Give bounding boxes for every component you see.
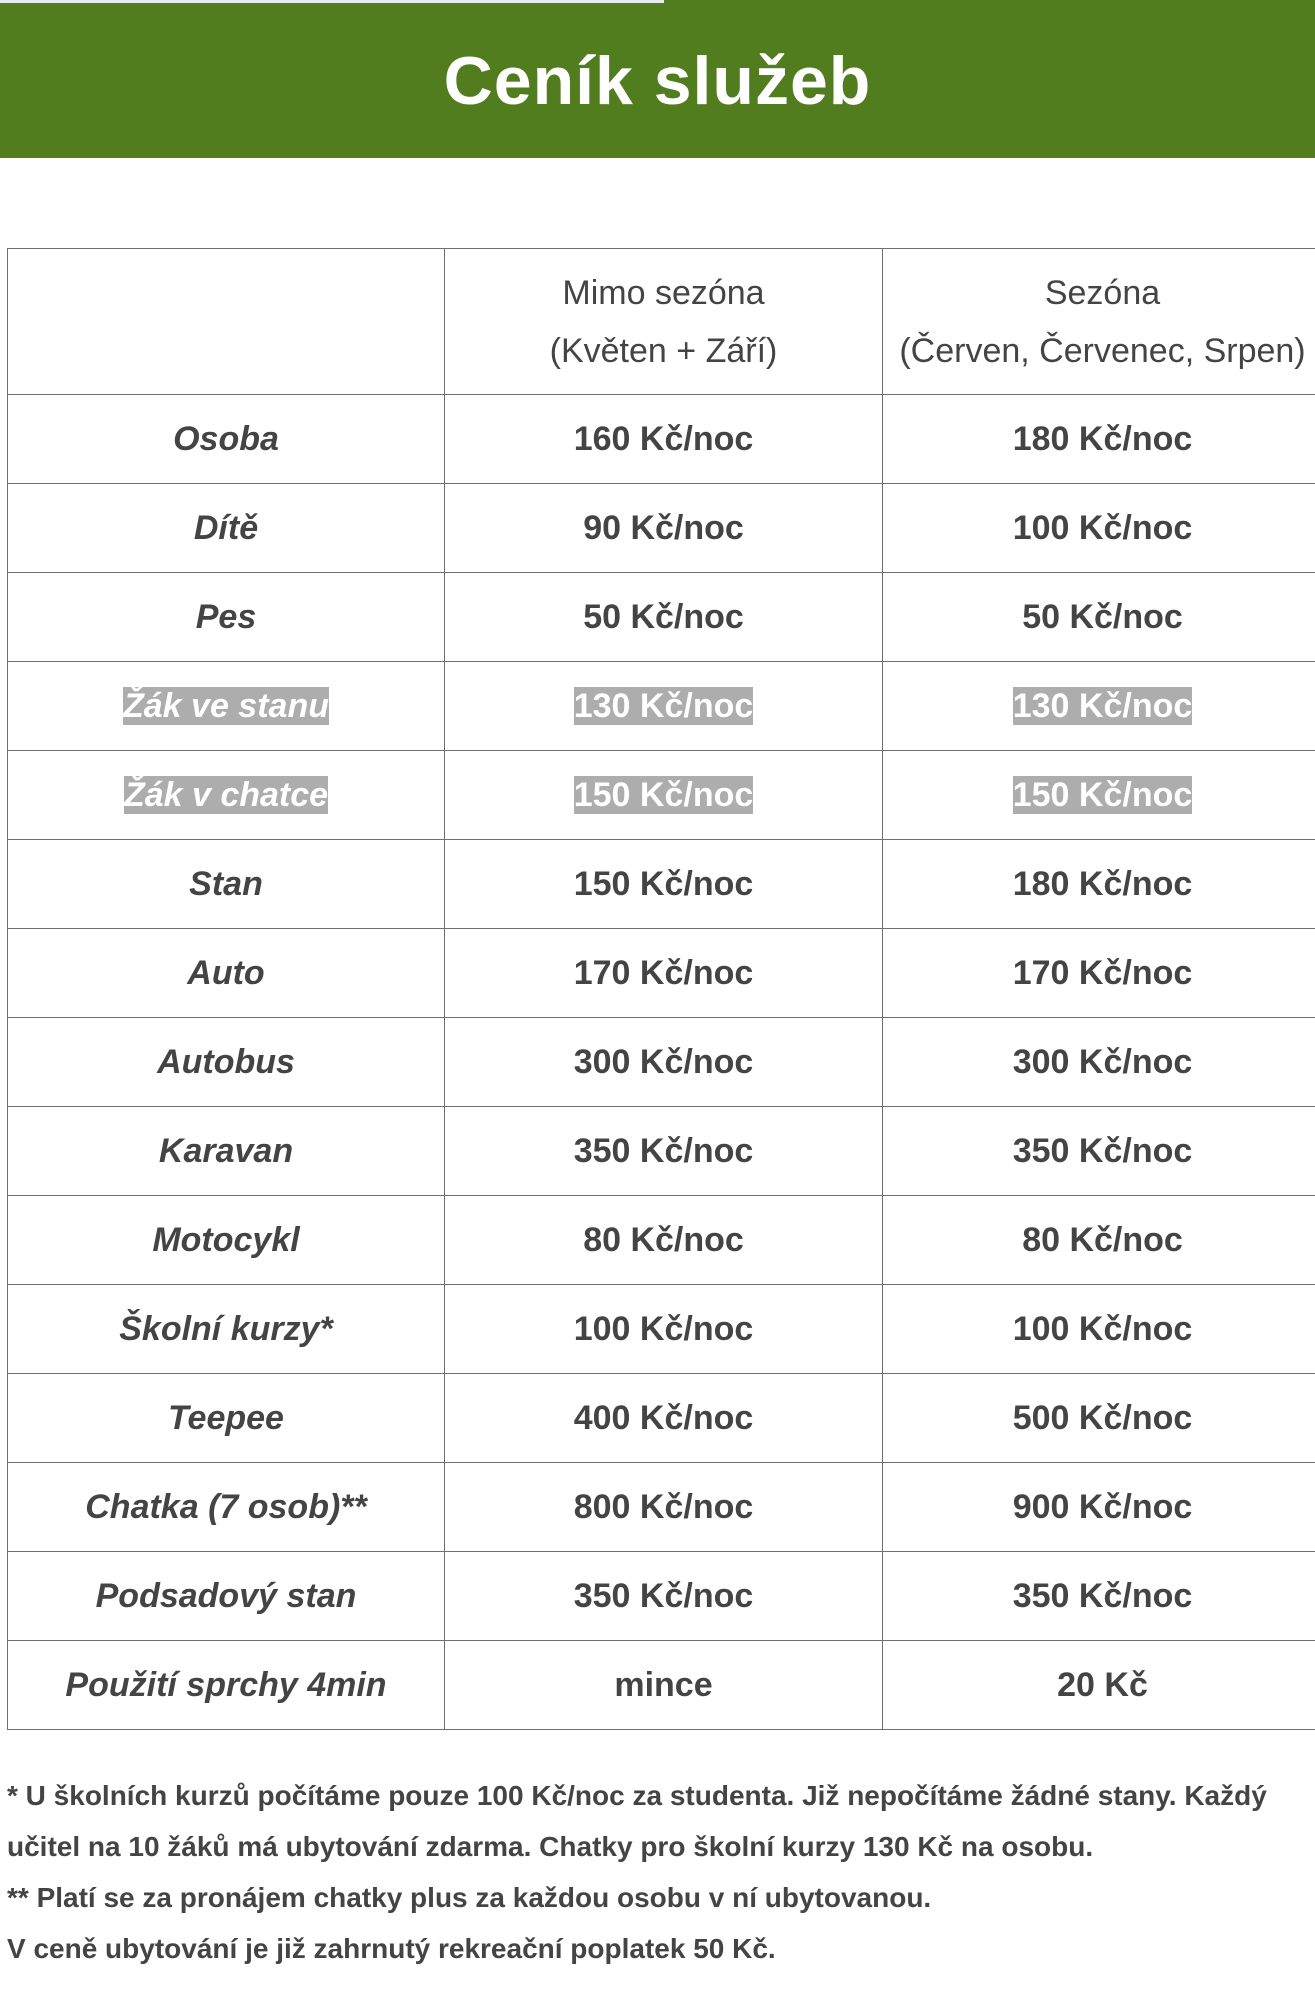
season-price-cell [883, 395, 1315, 484]
season-price-cell [883, 1107, 1315, 1196]
off-season-price-text: 350 Kč/noc [573, 1576, 754, 1615]
row-label-cell [8, 1463, 445, 1552]
row-label-cell [8, 1641, 445, 1730]
season-price-text: 300 Kč/noc [1012, 1042, 1193, 1081]
row-label-text: Použití sprchy 4min [65, 1665, 387, 1704]
row-label-cell [8, 395, 445, 484]
header-cell-empty [8, 249, 445, 395]
row-label-cell [8, 573, 445, 662]
season-price-text: 350 Kč/noc [1012, 1576, 1193, 1615]
off-season-price-text: 160 Kč/noc [573, 419, 754, 458]
off-season-price-cell [445, 1374, 883, 1463]
row-label-cell [8, 1107, 445, 1196]
off-season-price-text: 350 Kč/noc [573, 1131, 754, 1170]
table-row [8, 751, 1315, 840]
off-season-price-cell [445, 840, 883, 929]
row-label-text: Pes [195, 597, 257, 636]
off-season-price-text: 150 Kč/noc [573, 775, 754, 814]
off-season-price-text: 100 Kč/noc [573, 1309, 754, 1348]
header-season-title: Sezóna [1044, 273, 1161, 312]
footnotes [7, 1770, 1307, 1974]
row-label-cell [8, 662, 445, 751]
table-row [8, 840, 1315, 929]
season-price-text: 500 Kč/noc [1012, 1398, 1193, 1437]
table-row [8, 1552, 1315, 1641]
season-price-cell [883, 1285, 1315, 1374]
footnote-cabin: ** Platí se za pronájem chatky plus za každou osobu v ní ubytovanou. [7, 1882, 932, 1913]
off-season-price-text: 80 Kč/noc [583, 1220, 744, 1259]
season-price-cell [883, 573, 1315, 662]
season-price-text: 180 Kč/noc [1012, 864, 1193, 903]
row-label-text: Stan [189, 864, 263, 903]
off-season-price-text: 90 Kč/noc [583, 508, 744, 547]
row-label-text: Podsadový stan [95, 1576, 357, 1615]
row-label-text: Autobus [157, 1042, 295, 1081]
header-cell-off-season [445, 249, 883, 395]
row-label-text: Teepee [168, 1398, 284, 1437]
header-season-months: (Červen, Červenec, Srpen) [899, 331, 1306, 370]
season-price-text: 180 Kč/noc [1012, 419, 1193, 458]
off-season-price-cell [445, 484, 883, 573]
table-row [8, 929, 1315, 1018]
season-price-text: 80 Kč/noc [1022, 1220, 1183, 1259]
row-label-text: Školní kurzy* [119, 1309, 333, 1348]
season-price-cell [883, 1463, 1315, 1552]
off-season-price-cell [445, 751, 883, 840]
header-off-season-months: (Květen + Září) [549, 331, 778, 370]
season-price-text: 900 Kč/noc [1012, 1487, 1193, 1526]
row-label-text: Chatka (7 osob)** [85, 1487, 367, 1526]
price-table-wrap [7, 248, 1315, 1730]
season-price-text: 100 Kč/noc [1012, 1309, 1193, 1348]
off-season-price-text: 130 Kč/noc [573, 686, 754, 725]
footnote-school-courses: * U školních kurzů počítáme pouze 100 Kč/noc za studenta. Již nepočítáme žádné stany. Každý učitel na 10 žáků má ubytování zdarma. Chatky pro školní kurzy 130 Kč na osobu. [7, 1780, 1267, 1862]
off-season-price-cell [445, 929, 883, 1018]
off-season-price-cell [445, 1552, 883, 1641]
row-label-text: Žák ve stanu [123, 686, 329, 725]
table-row [8, 1463, 1315, 1552]
season-price-text: 350 Kč/noc [1012, 1131, 1193, 1170]
off-season-price-text: 170 Kč/noc [573, 953, 754, 992]
row-label-cell [8, 751, 445, 840]
row-label-text: Osoba [173, 419, 279, 458]
page-title: Ceník služeb [443, 43, 872, 119]
table-body [8, 395, 1315, 1730]
off-season-price-text: 400 Kč/noc [573, 1398, 754, 1437]
row-label-cell [8, 484, 445, 573]
price-table [7, 248, 1315, 1730]
season-price-text: 50 Kč/noc [1022, 597, 1183, 636]
season-price-text: 150 Kč/noc [1012, 775, 1193, 814]
off-season-price-text: 800 Kč/noc [573, 1487, 754, 1526]
table-row [8, 573, 1315, 662]
off-season-price-text: 300 Kč/noc [573, 1042, 754, 1081]
row-label-text: Karavan [158, 1131, 294, 1170]
season-price-cell [883, 1374, 1315, 1463]
header-off-season-title: Mimo sezóna [562, 273, 765, 312]
row-label-cell [8, 1018, 445, 1107]
season-price-cell [883, 662, 1315, 751]
page-header [0, 0, 1315, 158]
table-row [8, 1285, 1315, 1374]
off-season-price-cell [445, 1196, 883, 1285]
season-price-cell [883, 1196, 1315, 1285]
off-season-price-cell [445, 1463, 883, 1552]
season-price-cell [883, 929, 1315, 1018]
off-season-price-cell [445, 1285, 883, 1374]
season-price-text: 100 Kč/noc [1012, 508, 1193, 547]
row-label-text: Žák v chatce [123, 775, 329, 814]
header-top-line [0, 0, 664, 3]
footnote-recreation-fee: V ceně ubytování je již zahrnutý rekreační poplatek 50 Kč. [7, 1933, 776, 1964]
row-label-cell [8, 1552, 445, 1641]
table-row [8, 1374, 1315, 1463]
off-season-price-cell [445, 662, 883, 751]
row-label-cell [8, 840, 445, 929]
season-price-cell [883, 484, 1315, 573]
row-label-cell [8, 1285, 445, 1374]
table-row [8, 1641, 1315, 1730]
season-price-text: 170 Kč/noc [1012, 953, 1193, 992]
row-label-text: Dítě [193, 508, 259, 547]
table-row [8, 1107, 1315, 1196]
off-season-price-cell [445, 1018, 883, 1107]
season-price-cell [883, 751, 1315, 840]
row-label-cell [8, 929, 445, 1018]
row-label-text: Motocykl [152, 1220, 300, 1259]
row-label-cell [8, 1374, 445, 1463]
season-price-text: 20 Kč [1057, 1665, 1148, 1704]
off-season-price-text: mince [614, 1665, 713, 1704]
table-header-row [8, 249, 1315, 395]
season-price-cell [883, 1018, 1315, 1107]
table-row [8, 1196, 1315, 1285]
header-cell-season [883, 249, 1315, 395]
off-season-price-text: 150 Kč/noc [573, 864, 754, 903]
season-price-text: 130 Kč/noc [1012, 686, 1193, 725]
off-season-price-cell [445, 1107, 883, 1196]
table-row [8, 395, 1315, 484]
row-label-text: Auto [187, 953, 265, 992]
season-price-cell [883, 1641, 1315, 1730]
season-price-cell [883, 1552, 1315, 1641]
table-row [8, 484, 1315, 573]
table-row [8, 662, 1315, 751]
off-season-price-cell [445, 1641, 883, 1730]
table-row [8, 1018, 1315, 1107]
off-season-price-text: 50 Kč/noc [583, 597, 744, 636]
off-season-price-cell [445, 573, 883, 662]
season-price-cell [883, 840, 1315, 929]
row-label-cell [8, 1196, 445, 1285]
off-season-price-cell [445, 395, 883, 484]
